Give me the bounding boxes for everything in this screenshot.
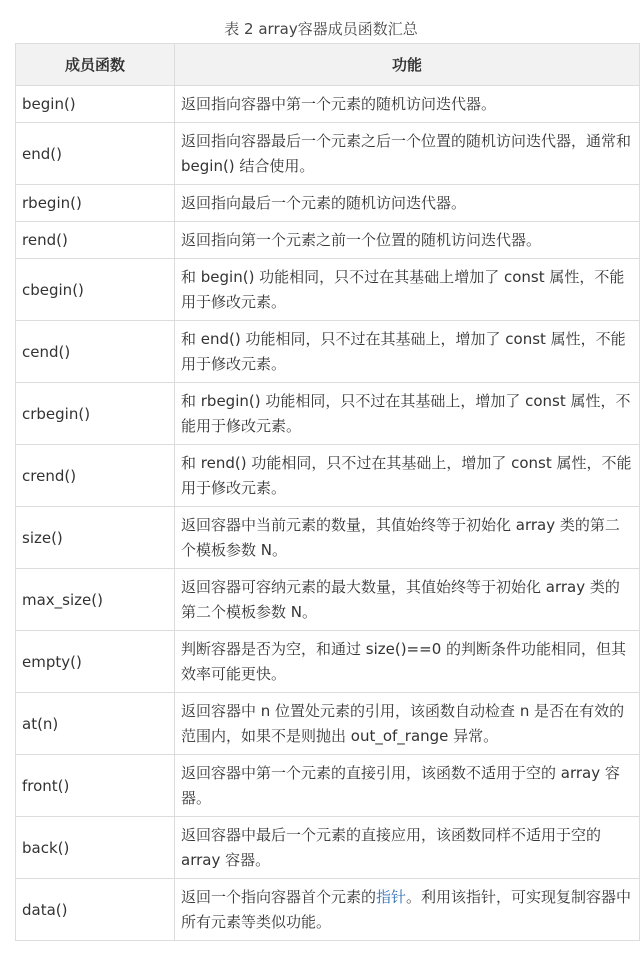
function-description-cell: 返回指向最后一个元素的随机访问迭代器。 xyxy=(175,185,640,222)
function-name-cell: begin() xyxy=(16,86,175,123)
function-description-cell: 返回容器中最后一个元素的直接应用，该函数同样不适用于空的 array 容器。 xyxy=(175,817,640,879)
function-description-cell: 判断容器是否为空，和通过 size()==0 的判断条件功能相同，但其效率可能更快。 xyxy=(175,631,640,693)
function-description-cell: 返回指向容器中第一个元素的随机访问迭代器。 xyxy=(175,86,640,123)
table-caption: 表 2 array容器成员函数汇总 xyxy=(224,20,418,38)
function-description-cell: 返回指向第一个元素之前一个位置的随机访问迭代器。 xyxy=(175,222,640,259)
member-functions-table xyxy=(15,43,640,941)
header-function-description: 功能 xyxy=(175,44,640,86)
function-name-cell: back() xyxy=(16,817,175,879)
table-row xyxy=(16,123,640,185)
function-name-cell: max_size() xyxy=(16,569,175,631)
function-description-cell: 返回容器可容纳元素的最大数量，其值始终等于初始化 array 类的第二个模板参数 N。 xyxy=(175,569,640,631)
function-description-cell: 返回指向容器最后一个元素之后一个位置的随机访问迭代器，通常和 begin() 结合使用。 xyxy=(175,123,640,185)
table-row xyxy=(16,817,640,879)
table-row xyxy=(16,259,640,321)
table-row xyxy=(16,755,640,817)
function-name-cell: crend() xyxy=(16,445,175,507)
function-name-cell: size() xyxy=(16,507,175,569)
table-row xyxy=(16,507,640,569)
table-row xyxy=(16,445,640,507)
function-name-cell: crbegin() xyxy=(16,383,175,445)
function-name-cell: at(n) xyxy=(16,693,175,755)
function-name-cell: cbegin() xyxy=(16,259,175,321)
function-description-cell: 返回容器中当前元素的数量，其值始终等于初始化 array 类的第二个模板参数 N。 xyxy=(175,507,640,569)
table-row xyxy=(16,569,640,631)
function-description-cell: 和 rbegin() 功能相同，只不过在其基础上，增加了 const 属性，不能用于修改元素。 xyxy=(175,383,640,445)
function-name-cell: cend() xyxy=(16,321,175,383)
description-text: 返回一个指向容器首个元素的 xyxy=(181,887,377,906)
function-description-cell: 和 rend() 功能相同，只不过在其基础上，增加了 const 属性，不能用于修改元素。 xyxy=(175,445,640,507)
table-row xyxy=(16,185,640,222)
table-row xyxy=(16,383,640,445)
header-member-function: 成员函数 xyxy=(16,44,175,86)
function-description-cell: 和 begin() 功能相同，只不过在其基础上增加了 const 属性，不能用于修改元素。 xyxy=(175,259,640,321)
table-row xyxy=(16,321,640,383)
function-name-cell: front() xyxy=(16,755,175,817)
function-name-cell: end() xyxy=(16,123,175,185)
table-row xyxy=(16,222,640,259)
function-name-cell: data() xyxy=(16,879,175,941)
function-description-cell: 返回容器中第一个元素的直接引用，该函数不适用于空的 array 容器。 xyxy=(175,755,640,817)
function-description-cell: 和 end() 功能相同，只不过在其基础上，增加了 const 属性，不能用于修改元素。 xyxy=(175,321,640,383)
function-description-cell xyxy=(175,879,640,941)
pointer-link[interactable]: 指针 xyxy=(376,887,407,906)
table-row xyxy=(16,879,640,941)
description-text: 。利用该指针，可实现复制容器中所有元素等类似功能。 xyxy=(181,887,632,931)
table-header-row xyxy=(16,44,640,86)
function-name-cell: rend() xyxy=(16,222,175,259)
function-name-cell: rbegin() xyxy=(16,185,175,222)
table-row xyxy=(16,86,640,123)
table-row xyxy=(16,693,640,755)
function-name-cell: empty() xyxy=(16,631,175,693)
table-row xyxy=(16,631,640,693)
function-description-cell: 返回容器中 n 位置处元素的引用，该函数自动检查 n 是否在有效的范围内，如果不是则抛出 out_of_range 异常。 xyxy=(175,693,640,755)
